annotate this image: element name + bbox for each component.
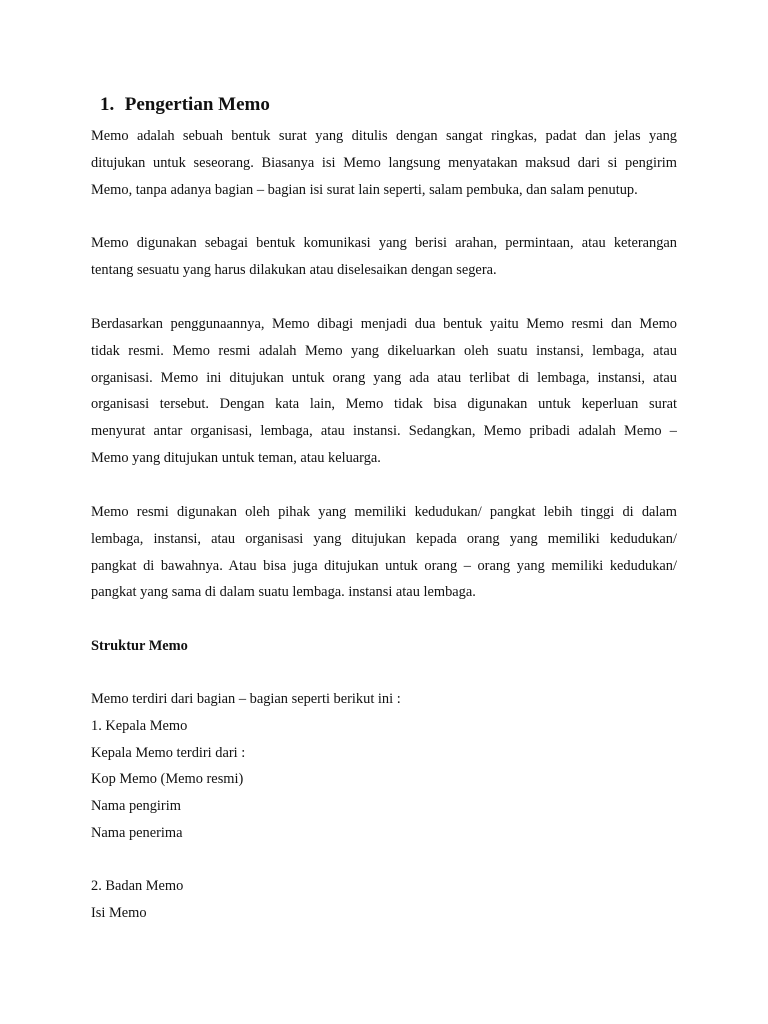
section-heading [100,93,270,117]
paragraph-line: Memo resmi digunakan oleh pihak yang memiliki kedudukan/ pangkat lebih tinggi di dalam [91,504,677,520]
list-item: Isi Memo [91,905,147,921]
paragraph-line: organisasi. Memo ini ditujukan untuk orang yang ada atau terlibat di lembaga, instansi, atau [91,369,677,386]
paragraph-types [91,311,677,472]
kepala-memo-title: 1. Kepala Memo [91,718,188,734]
struktur-intro: Memo terdiri dari bagian – bagian seperti berikut ini : [91,691,401,707]
paragraph-line: pangkat di bawahnya. Atau bisa juga ditujukan untuk orang – orang yang memiliki kedudukan/ [91,557,677,574]
paragraph-usage [91,230,677,284]
paragraph-line: tentang sesuatu yang harus dilakukan atau diselesaikan dengan segera. [91,261,497,278]
paragraph-line: Memo yang ditujukan untuk teman, atau keluarga. [91,449,381,466]
list-item: Nama pengirim [91,798,181,814]
paragraph-definition [91,123,677,203]
struktur-title: Struktur Memo [91,638,188,654]
paragraph-line: tidak resmi. Memo resmi adalah Memo yang dikeluarkan oleh suatu instansi, lembaga, atau [91,342,677,359]
paragraph-line: Memo digunakan sebagai bentuk komunikasi yang berisi arahan, permintaan, atau keterangan [91,235,677,251]
heading-number: 1. [100,94,115,115]
heading-title: Pengertian Memo [124,94,270,115]
paragraph-official-memo [91,499,677,606]
paragraph-line: pangkat yang sama di dalam suatu lembaga. instansi atau lembaga. [91,584,476,601]
list-item: Nama penerima [91,825,183,841]
paragraph-line: organisasi tersebut. Dengan kata lain, Memo tidak bisa digunakan untuk keperluan surat [91,396,677,413]
badan-memo-title: 2. Badan Memo [91,878,184,894]
paragraph-line: ditujukan untuk seseorang. Biasanya isi Memo langsung menyatakan maksud dari si pengirim [91,154,677,171]
paragraph-line: Berdasarkan penggunaannya, Memo dibagi menjadi dua bentuk yaitu Memo resmi dan Memo [91,316,677,332]
paragraph-line: Memo adalah sebuah bentuk surat yang ditulis dengan sangat ringkas, padat dan jelas yang [91,128,677,144]
list-item: Kop Memo (Memo resmi) [91,771,244,787]
paragraph-line: lembaga, instansi, atau organisasi yang ditujukan kepada orang yang memiliki kedudukan/ [91,530,677,547]
paragraph-line: menyurat antar organisasi, lembaga, atau instansi. Sedangkan, Memo pribadi adalah Memo – [91,423,677,440]
paragraph-line: Memo, tanpa adanya bagian – bagian isi surat lain seperti, salam pembuka, dan salam penutup. [91,181,638,198]
kepala-memo-desc: Kepala Memo terdiri dari : [91,745,246,761]
